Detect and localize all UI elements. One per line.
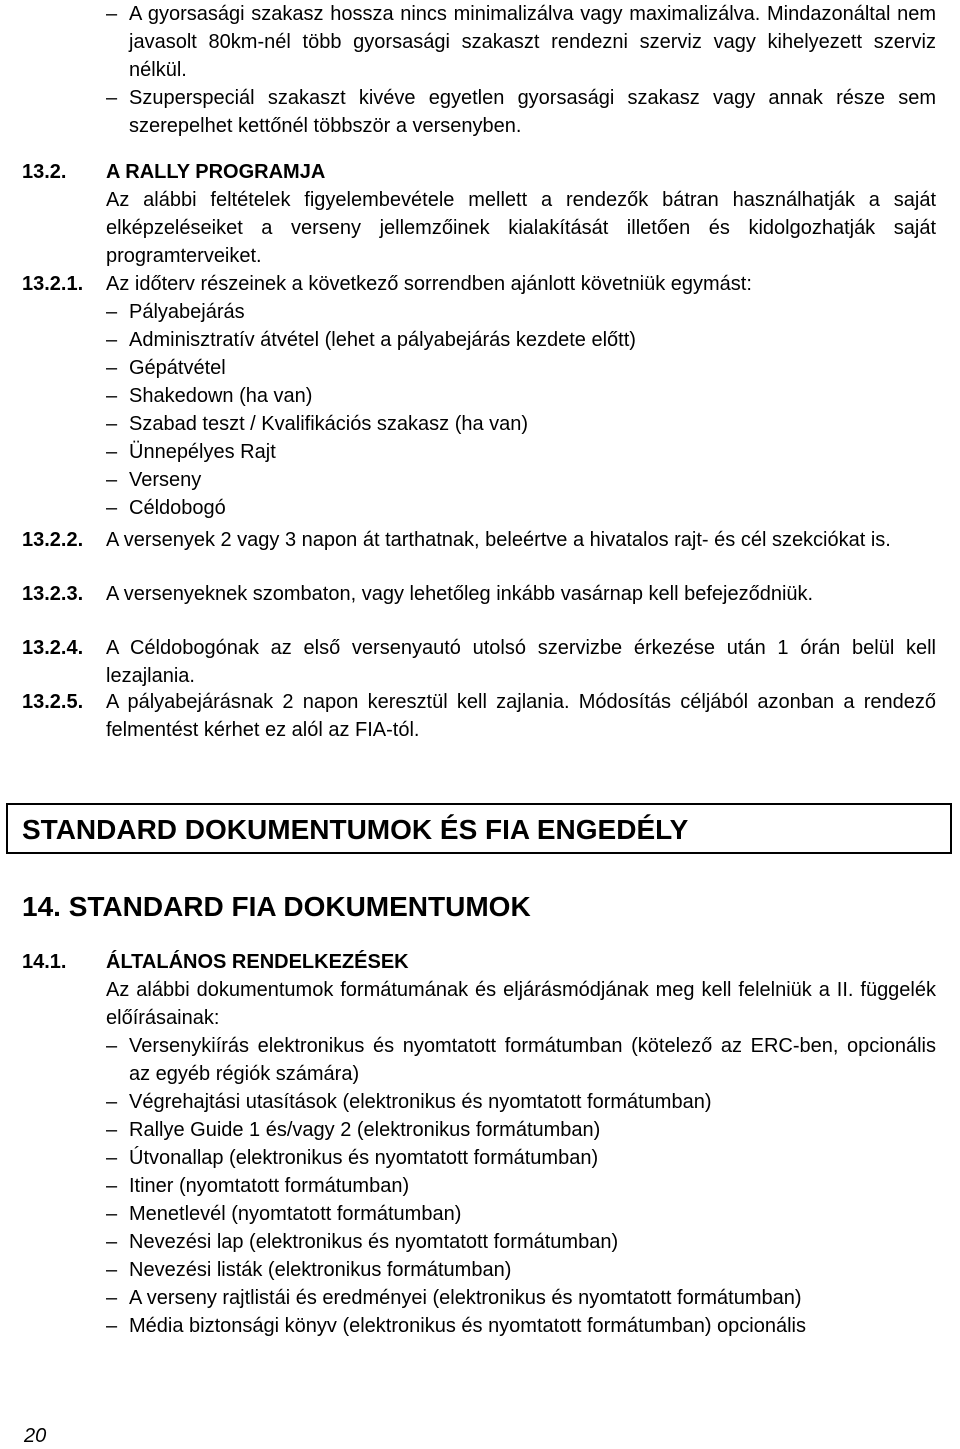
list-item	[106, 1200, 936, 1228]
dash-marker: –	[106, 1091, 118, 1113]
section-title: STANDARD DOKUMENTUMOK ÉS FIA ENGEDÉLY	[22, 814, 689, 845]
list-item-text: Gépátvétel	[129, 357, 226, 379]
dash-marker: –	[106, 441, 118, 463]
list-item	[106, 1228, 936, 1256]
list-item-text: Nevezési lap (elektronikus és nyomtatott formátumban)	[129, 1231, 619, 1253]
list-item-text: Versenykiírás elektronikus és nyomtatott formátumban (kötelező az ERC-ben, opcionális az egyéb régiók számára)	[129, 1035, 936, 1085]
paragraph-text: A versenyek 2 vagy 3 napon át tarthatnak, beleértve a hivatalos rajt- és cél szekciókat is.	[106, 529, 891, 551]
dash-marker: –	[106, 1119, 118, 1141]
page-number: 20	[24, 1425, 47, 1447]
section-body: Az alábbi dokumentumok formátumának és eljárásmódjának meg kell felelniük a II. függelék előírásainak:	[106, 979, 936, 1029]
section-13-2-2	[22, 526, 936, 554]
top-dash-list	[22, 0, 936, 140]
numbered-paragraph	[22, 270, 936, 298]
section-13-2-1	[22, 270, 936, 522]
list-item	[106, 1312, 936, 1340]
list-item	[106, 1032, 936, 1088]
paragraph-text: A Céldobogónak az első versenyautó utolsó szervizbe érkezése után 1 órán belül kell lezajlania.	[106, 637, 936, 687]
list-item	[106, 1256, 936, 1284]
numbered-paragraph	[22, 580, 936, 608]
dash-marker: –	[106, 357, 118, 379]
list-item-text: A gyorsasági szakasz hossza nincs minimalizálva vagy maximalizálva. Mindazonáltal nem javasolt 80km-nél több gyorsasági szakaszt rendezni szerviz vagy kihelyezett szerviz nélkül.	[129, 3, 936, 81]
list-item-text: Végrehajtási utasítások (elektronikus és nyomtatott formátumban)	[129, 1091, 712, 1113]
list-item	[106, 410, 936, 438]
section-title: A RALLY PROGRAMJA	[106, 161, 326, 183]
list-item	[106, 494, 936, 522]
paragraph-number: 13.2.1.	[22, 273, 84, 295]
section-13-2-5	[22, 688, 936, 744]
document-list	[22, 1032, 936, 1340]
section-body: Az alábbi feltételek figyelembevétele mellett a rendezők bátran használhatják a saját elképzeléseiket a verseny jellemzőinek kialakítását illetően és kidolgozhatják saját programterveiket.	[106, 189, 936, 267]
dash-marker: –	[106, 1203, 118, 1225]
dash-marker: –	[106, 1231, 118, 1253]
dash-marker: –	[106, 413, 118, 435]
section-13-2-3	[22, 580, 936, 608]
section-14-1	[22, 948, 936, 1340]
list-item-text: Pályabejárás	[129, 301, 245, 323]
numbered-paragraph	[22, 526, 936, 554]
list-item-text: Itiner (nyomtatott formátumban)	[129, 1175, 410, 1197]
list-item-text: Ünnepélyes Rajt	[129, 441, 276, 463]
list-item-text: Menetlevél (nyomtatott formátumban)	[129, 1203, 462, 1225]
dash-marker: –	[106, 329, 118, 351]
paragraph-number: 13.2.5.	[22, 691, 84, 713]
list-item	[106, 0, 936, 84]
dash-marker: –	[106, 1287, 118, 1309]
numbered-paragraph	[22, 634, 936, 690]
list-item-text: Rallye Guide 1 és/vagy 2 (elektronikus formátumban)	[129, 1119, 601, 1141]
list-item	[106, 84, 936, 140]
section-13-2-4	[22, 634, 936, 690]
list-item-text: Média biztonsági könyv (elektronikus és nyomtatott formátumban) opcionális	[129, 1315, 806, 1337]
chapter-title: 14. STANDARD FIA DOKUMENTUMOK	[22, 891, 531, 922]
list-item	[106, 382, 936, 410]
dash-marker: –	[106, 1175, 118, 1197]
schedule-list	[22, 298, 936, 522]
paragraph-number: 13.2.4.	[22, 637, 84, 659]
dash-marker: –	[106, 301, 118, 323]
dash-marker: –	[106, 385, 118, 407]
dash-marker: –	[106, 3, 118, 25]
dash-marker: –	[106, 469, 118, 491]
paragraph-number: 13.2.3.	[22, 583, 84, 605]
section-13-2	[22, 158, 936, 270]
list-item-text: A verseny rajtlistái és eredményei (elektronikus és nyomtatott formátumban)	[129, 1287, 802, 1309]
list-item	[106, 1116, 936, 1144]
paragraph-text: A versenyeknek szombaton, vagy lehetőleg inkább vasárnap kell befejeződniük.	[106, 583, 814, 605]
list-item	[106, 1088, 936, 1116]
list-item	[106, 354, 936, 382]
list-item	[106, 298, 936, 326]
list-item	[106, 1284, 936, 1312]
list-item-text: Útvonallap (elektronikus és nyomtatott formátumban)	[129, 1147, 599, 1169]
dash-marker: –	[106, 497, 118, 519]
section-heading	[22, 948, 936, 976]
dash-marker: –	[106, 1147, 118, 1169]
section-number: 13.2.	[22, 161, 67, 183]
dash-marker: –	[106, 87, 118, 109]
list-item	[106, 1144, 936, 1172]
list-item	[106, 438, 936, 466]
list-item	[106, 326, 936, 354]
list-item-text: Adminisztratív átvétel (lehet a pályabejárás kezdete előtt)	[129, 329, 636, 351]
list-item-text: Szuperspeciál szakaszt kivéve egyetlen gyorsasági szakasz vagy annak része sem szerepelhet kettőnél többször a versenyben.	[129, 87, 936, 137]
section-heading	[22, 158, 936, 186]
list-item-text: Szabad teszt / Kvalifikációs szakasz (ha van)	[129, 413, 529, 435]
list-item-text: Céldobogó	[129, 497, 226, 519]
paragraph-text: A pályabejárásnak 2 napon keresztül kell zajlania. Módosítás céljából azonban a rendező felmentést kérhet ez alól az FIA-tól.	[106, 691, 936, 741]
list-item-text: Shakedown (ha van)	[129, 385, 313, 407]
dash-marker: –	[106, 1259, 118, 1281]
section-number: 14.1.	[22, 951, 67, 973]
dash-marker: –	[106, 1315, 118, 1337]
list-item	[106, 1172, 936, 1200]
list-item	[106, 466, 936, 494]
list-item-text: Nevezési listák (elektronikus formátumban)	[129, 1259, 512, 1281]
numbered-paragraph	[22, 688, 936, 744]
paragraph-number: 13.2.2.	[22, 529, 84, 551]
dash-marker: –	[106, 1035, 118, 1057]
section-title: ÁLTALÁNOS RENDELKEZÉSEK	[106, 951, 409, 973]
list-item-text: Verseny	[129, 469, 202, 491]
paragraph-text: Az időterv részeinek a következő sorrendben ajánlott követniük egymást:	[106, 273, 752, 295]
section-title-box	[6, 803, 952, 854]
